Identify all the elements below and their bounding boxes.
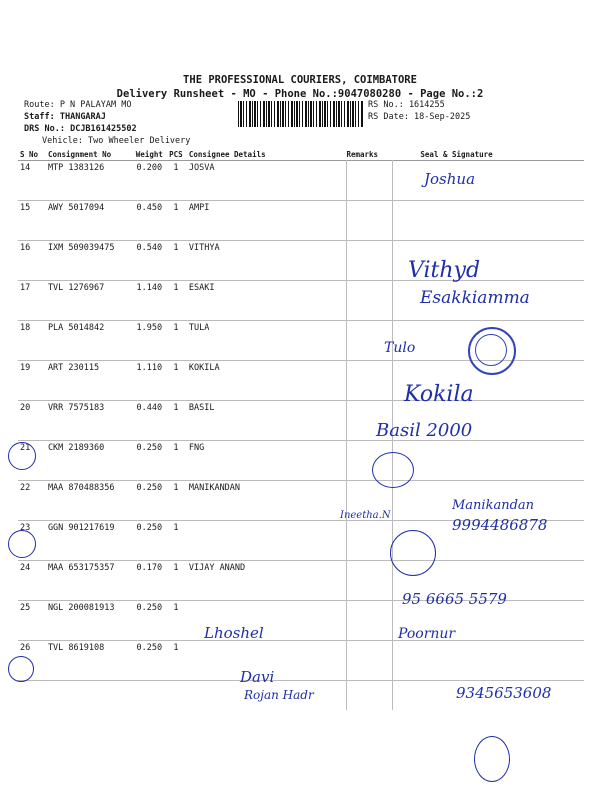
cell-sno: 18: [18, 321, 46, 361]
cell-consignment: GGN 901217619: [46, 521, 134, 561]
runsheet-subtitle: Delivery Runsheet - MO - Phone No.:9047080280 - Page No.:2: [116, 88, 484, 100]
cell-pcs: 1: [165, 161, 187, 201]
cell-consignee: FNG: [187, 441, 345, 481]
cell-pcs: 1: [165, 241, 187, 281]
cell-weight: 0.200: [134, 161, 165, 201]
cell-sno: 20: [18, 401, 46, 441]
table-row: [18, 401, 584, 441]
staff-line: [24, 112, 106, 123]
signature-row18: Tulo: [384, 340, 416, 356]
cell-pcs: 1: [165, 641, 187, 681]
table-row: [18, 241, 584, 281]
table-row: [18, 441, 584, 481]
cell-pcs: 1: [165, 401, 187, 441]
cell-remarks: [344, 641, 390, 681]
cell-consignment: TVL 1276967: [46, 281, 134, 321]
col-seal: Seal & Signature: [390, 148, 584, 161]
cell-remarks: [344, 601, 390, 641]
cell-sno: 17: [18, 281, 46, 321]
cell-seal: [390, 641, 584, 681]
remarks-divider: [346, 160, 347, 710]
signature-row22: Ineetha.N: [340, 510, 391, 521]
cell-seal: [390, 201, 584, 241]
cell-seal: [390, 161, 584, 201]
cell-remarks: [344, 161, 390, 201]
note-row25: Lhoshel: [204, 624, 264, 642]
cell-weight: 0.250: [134, 441, 165, 481]
note-row25-right: Poornur: [398, 626, 456, 642]
cell-consignment: ART 230115: [46, 361, 134, 401]
phone-row22: 9994486878: [452, 516, 548, 534]
cell-remarks: [344, 521, 390, 561]
cell-sno: 16: [18, 241, 46, 281]
cell-sno: 21: [18, 441, 46, 481]
route-label: Route: P N PALAYAM MO: [24, 100, 132, 110]
cell-consignment: AWY 5017094: [46, 201, 134, 241]
cell-consignment: CKM 2189360: [46, 441, 134, 481]
table-row: [18, 161, 584, 201]
cell-pcs: 1: [165, 561, 187, 601]
cell-consignment: MAA 653175357: [46, 561, 134, 601]
cell-consignment: VRR 7575183: [46, 401, 134, 441]
col-sno: S No: [18, 148, 46, 161]
signature-row16: Vithyd: [408, 258, 481, 283]
cell-consignee: [187, 521, 345, 561]
cell-sno: 25: [18, 601, 46, 641]
signature-row20: Basil 2000: [376, 420, 473, 441]
cell-remarks: [344, 361, 390, 401]
col-remarks: Remarks: [344, 148, 390, 161]
signature-row22-name: Manikandan: [452, 498, 535, 513]
drs-line: [24, 124, 137, 135]
cell-weight: 0.450: [134, 201, 165, 241]
col-weight: Weight: [135, 149, 163, 159]
cell-weight: 1.140: [134, 281, 165, 321]
cell-consignee: VIJAY ANAND: [187, 561, 345, 601]
drs-label: DRS No.:: [24, 124, 65, 134]
scribble-circle-23: [390, 530, 436, 576]
table-header: [18, 148, 584, 161]
cell-pcs: 1: [165, 441, 187, 481]
cell-consignee: MANIKANDAN: [187, 481, 345, 521]
cell-sno: 26: [18, 641, 46, 681]
cell-sno: 14: [18, 161, 46, 201]
company-title: THE PROFESSIONAL COURIERS, COIMBATORE: [183, 74, 417, 86]
cell-sno: 22: [18, 481, 46, 521]
vehicle-label: Vehicle: Two Wheeler Delivery: [42, 136, 191, 146]
circle-mark-21: [8, 442, 36, 470]
cell-consignee: JOSVA: [187, 161, 345, 201]
col-consignment: Consignment No: [46, 148, 134, 161]
cell-weight: 0.250: [134, 641, 165, 681]
cell-consignee: KOKILA: [187, 361, 345, 401]
cell-pcs: 1: [165, 201, 187, 241]
cell-consignee: TULA: [187, 321, 345, 361]
cell-consignee: ESAKI: [187, 281, 345, 321]
barcode: [238, 101, 364, 127]
signature-row14: Joshua: [424, 170, 476, 188]
phone-row24: 95 6665 5579: [402, 590, 507, 608]
cell-weight: 0.250: [134, 601, 165, 641]
cell-pcs: 1: [165, 481, 187, 521]
cell-weight: 0.250: [134, 481, 165, 521]
cell-remarks: [344, 241, 390, 281]
cell-consignee: BASIL: [187, 401, 345, 441]
cell-consignment: NGL 200081913: [46, 601, 134, 641]
cell-remarks: [344, 201, 390, 241]
col-pcs: PCS: [165, 148, 187, 161]
cell-pcs: 1: [165, 601, 187, 641]
cell-sno: 23: [18, 521, 46, 561]
cell-seal: [390, 441, 584, 481]
staff-name: THANGARAJ: [59, 112, 106, 122]
phone-row26: 9345653608: [456, 684, 552, 702]
cell-sno: 19: [18, 361, 46, 401]
scribble-circle-21: [372, 452, 414, 488]
table-row: [18, 201, 584, 241]
signature-row17: Esakkiamma: [420, 288, 530, 308]
signature-row19: Kokila: [404, 382, 474, 407]
cell-weight: 1.950: [134, 321, 165, 361]
note-row26: Davi: [240, 668, 275, 686]
cell-consignment: MAA 870488356: [46, 481, 134, 521]
circle-mark-26: [8, 656, 34, 682]
cell-consignment: PLA 5014842: [46, 321, 134, 361]
cell-weight: 0.440: [134, 401, 165, 441]
circle-mark-23: [8, 530, 36, 558]
cell-weight: 0.170: [134, 561, 165, 601]
cell-consignee: AMPI: [187, 201, 345, 241]
cell-sno: 15: [18, 201, 46, 241]
cell-remarks: [344, 281, 390, 321]
cell-consignee: VITHYA: [187, 241, 345, 281]
drs-number: DCJB161425502: [70, 124, 137, 134]
cell-consignment: MTP 1383126: [46, 161, 134, 201]
cell-pcs: 1: [165, 521, 187, 561]
cell-weight: 0.250: [134, 521, 165, 561]
note-row26-b: Rojan Hadr: [244, 688, 314, 702]
cell-weight: 0.540: [134, 241, 165, 281]
cell-consignment: TVL 8619108: [46, 641, 134, 681]
cell-pcs: 1: [165, 361, 187, 401]
rs-number: RS No.: 1614255: [368, 100, 445, 110]
company-stamp: [468, 327, 516, 375]
corner-scribble: [474, 736, 510, 782]
cell-pcs: 1: [165, 281, 187, 321]
col-consignee: Consignee Details: [187, 148, 345, 161]
cell-weight: 1.110: [134, 361, 165, 401]
cell-pcs: 1: [165, 321, 187, 361]
table-row: [18, 641, 584, 681]
rs-date: RS Date: 18-Sep-2025: [368, 112, 471, 122]
cell-remarks: [344, 561, 390, 601]
staff-label: Staff:: [24, 112, 55, 122]
cell-sno: 24: [18, 561, 46, 601]
cell-consignment: IXM 509039475: [46, 241, 134, 281]
